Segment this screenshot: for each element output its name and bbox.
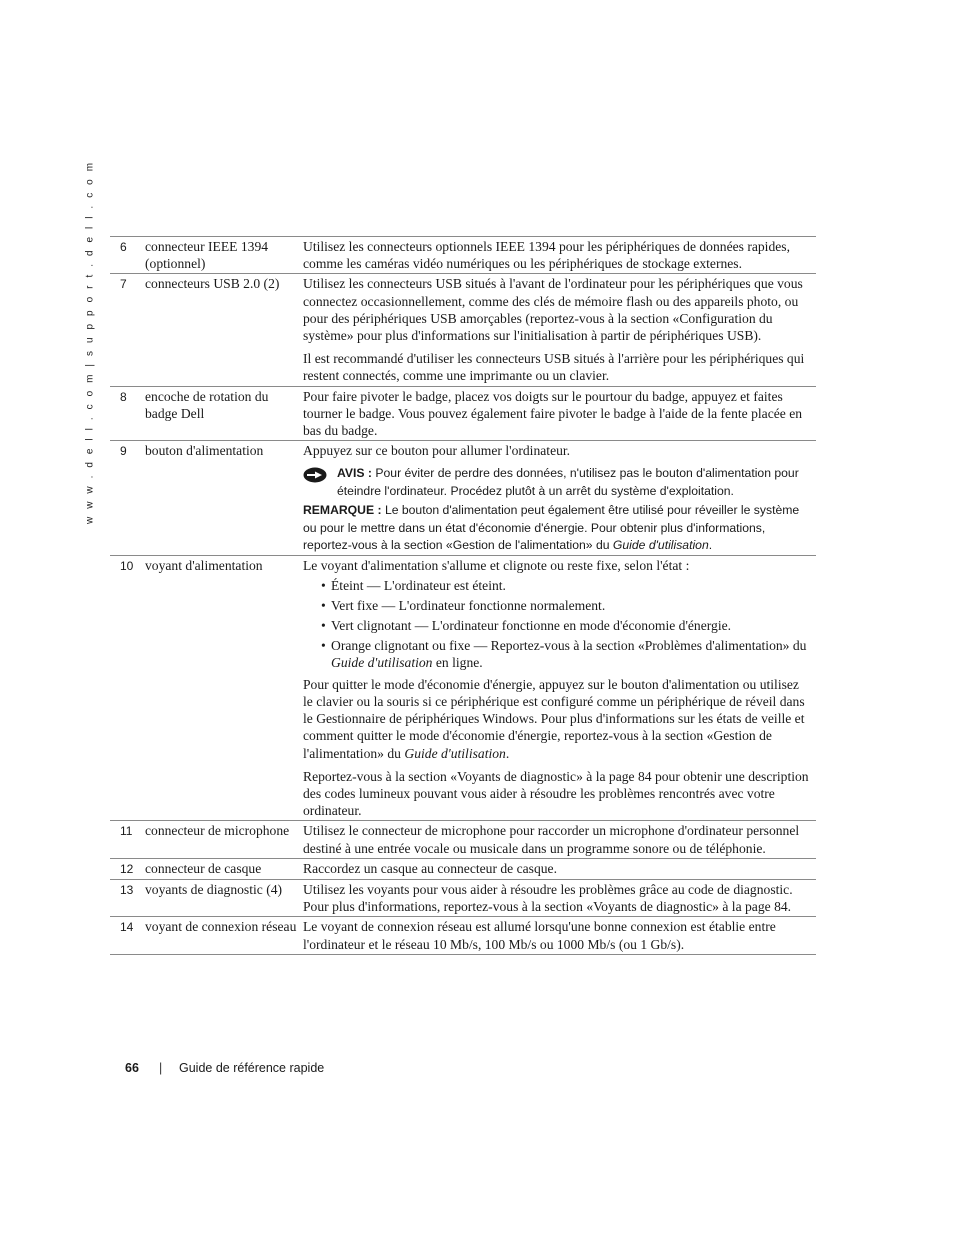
row-component: connecteur IEEE 1394 (optionnel) [145, 239, 269, 272]
row-description [303, 441, 816, 556]
list-item [321, 637, 810, 671]
side-url: w w w . d e l l . c o m | s u p p o r t . d e l l . c o m [84, 160, 96, 525]
description-paragraph: Le voyant d'alimentation s'allume et clignote ou reste fixe, selon l'état : [303, 558, 690, 574]
row-component: encoche de rotation du badge Dell [145, 388, 269, 421]
row-number: 12 [120, 861, 134, 876]
description-paragraph: Pour faire pivoter le badge, placez vos doigts sur le pourtour du badge, appuyez et faites tourner le badge. Vous pouvez également faire pivoter le badge à l'aide de la fente placée en bas du badge. [303, 388, 803, 439]
table-row [110, 917, 816, 954]
description-paragraph: Appuyez sur ce bouton pour allumer l'ordinateur. [303, 443, 571, 459]
description-paragraph: Utilisez les voyants pour vous aider à résoudre les problèmes grâce au code de diagnostic. Pour plus d'informations, reportez-vous à la section «Voyants de diagnostic» à la page 84. [303, 881, 793, 915]
row-component: connecteur de microphone [145, 823, 290, 839]
row-description [303, 858, 816, 879]
table-row [110, 858, 816, 879]
guide-title: Guide d'utilisation [331, 655, 433, 671]
row-component: voyants de diagnostic (4) [145, 881, 283, 897]
description-paragraph: Reportez-vous à la section «Voyants de diagnostic» à la page 84 pour obtenir une description des codes lumineux pouvant vous aider à résoudre les problèmes rencontrés avec votre ordinateur. [303, 768, 809, 819]
remark-text: Le bouton d'alimentation peut également être utilisé pour réveiller le système ou pour le mettre dans un état d'économie d'énergie. Pour obtenir plus d'informations, reportez-vous à la section «Gestion de l'alimentation» du [303, 503, 800, 553]
description-paragraph: Utilisez les connecteurs USB situés à l'avant de l'ordinateur pour les périphériques que vous connectez occasionnellement, comme des clés de mémoire flash ou des appareils photo, ou pour des périphériques USB amorçables (reportez-vous à la section «Configuration du système» pour plus d'informations sur l'initialisation à partir de périphériques USB). [303, 276, 803, 344]
row-number: 10 [120, 559, 134, 574]
row-number: 7 [120, 277, 127, 292]
row-number: 11 [120, 824, 133, 839]
page-footer [125, 1061, 324, 1075]
row-number: 9 [120, 444, 127, 459]
description-paragraph: Utilisez le connecteur de microphone pour raccorder un microphone d'ordinateur personnel destiné à une entrée vocale ou musicale dans un programme sonore ou de téléphonie. [303, 823, 800, 856]
list-item-text: Orange clignotant ou fixe — Reportez-vous à la section «Problèmes d'alimentation» du [331, 638, 807, 654]
description-paragraph [303, 676, 810, 762]
remark-guide-title: Guide d'utilisation [612, 538, 709, 553]
paragraph-text: Pour quitter le mode d'économie d'énergie, appuyez sur le bouton d'alimentation ou utilisez le clavier ou la souris si ce périphérique est configuré comme un périphérique de réveil dans le Gestionnaire de périphériques Windows. Pour plus d'informations sur les états de veille et comment quitter le mode d'économie d'énergie, reportez-vous à la section «Gestion de l'alimentation» du [303, 676, 805, 761]
description-paragraph: Raccordez un casque au connecteur de casque. [303, 860, 557, 876]
row-component: connecteurs USB 2.0 (2) [145, 276, 280, 292]
table-row [110, 237, 816, 274]
status-list [303, 577, 810, 672]
row-number: 14 [120, 920, 134, 935]
document-title: Guide de référence rapide [179, 1061, 325, 1075]
row-description [303, 556, 816, 821]
row-component: connecteur de casque [145, 860, 262, 876]
table-row [110, 274, 816, 386]
remark-callout [303, 502, 810, 554]
remark-label: REMARQUE : [303, 503, 382, 518]
row-description [303, 917, 816, 954]
list-item: • Vert fixe — L'ordinateur fonctionne normalement. [321, 597, 810, 614]
list-item-text: en ligne. [435, 655, 483, 671]
row-number: 6 [120, 240, 127, 254]
row-component: voyant de connexion réseau [145, 919, 297, 935]
paragraph-end: . [505, 745, 510, 761]
notice-hand-icon [303, 467, 327, 483]
row-number: 13 [120, 882, 134, 897]
row-description [303, 237, 816, 274]
table-row [110, 441, 816, 556]
description-paragraph: Le voyant de connexion réseau est allumé lorsqu'une bonne connexion est établie entre l'ordinateur et le réseau 10 Mb/s, 100 Mb/s ou 1000 Mb/s (ou 1 Gb/s). [303, 919, 776, 952]
row-number: 8 [120, 389, 127, 404]
list-item: • Vert clignotant — L'ordinateur fonctionne en mode d'économie d'énergie. [321, 617, 810, 634]
description-paragraph: Il est recommandé d'utiliser les connecteurs USB situés à l'arrière pour les périphériques qui restent connectés, comme une imprimante ou un clavier. [303, 351, 805, 384]
table-row [110, 556, 816, 821]
description-paragraph: Utilisez les connecteurs optionnels IEEE 1394 pour les périphériques de données rapides, comme les caméras vidéo numériques ou les périphériques de stockage externes. [303, 239, 790, 272]
notice-callout [303, 465, 810, 500]
row-description [303, 879, 816, 916]
page-number: 66 [125, 1061, 139, 1075]
row-description [303, 386, 816, 441]
table-row [110, 879, 816, 916]
connector-table [110, 236, 816, 955]
row-component: voyant d'alimentation [145, 558, 263, 574]
row-description [303, 821, 816, 858]
notice-label: AVIS : [337, 466, 372, 481]
row-component: bouton d'alimentation [145, 443, 264, 459]
guide-title: Guide d'utilisation [404, 745, 506, 761]
list-item: • Éteint — L'ordinateur est éteint. [321, 577, 810, 594]
table-row [110, 386, 816, 441]
row-description [303, 274, 816, 386]
notice-text: Pour éviter de perdre des données, n'utilisez pas le bouton d'alimentation pour éteindre l'ordinateur. Procédez plutôt à un arrêt du système d'exploitation. [337, 466, 799, 498]
table-row [110, 821, 816, 858]
remark-end: . [708, 538, 713, 553]
footer-separator: | [159, 1061, 163, 1075]
